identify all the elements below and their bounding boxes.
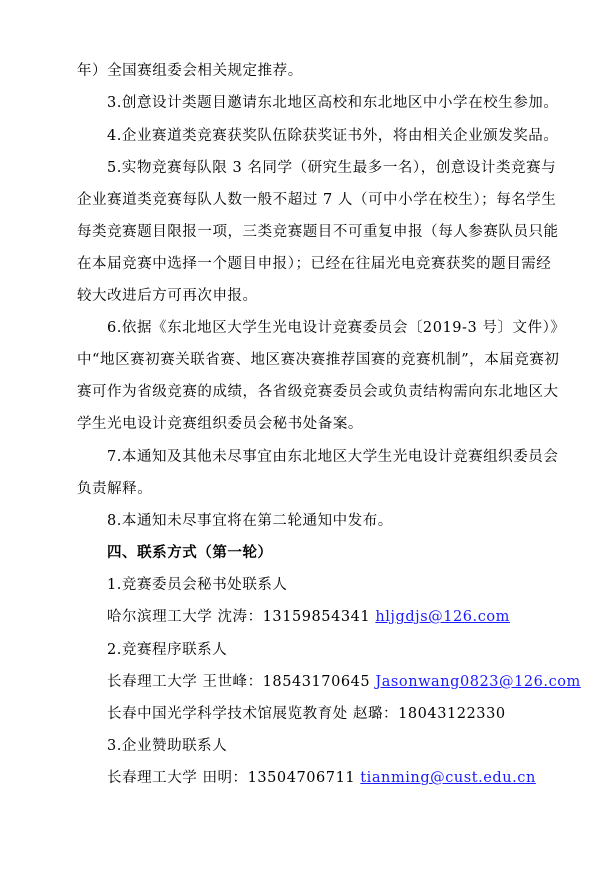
contact-item-title: 1.竞赛委员会秘书处联系人: [107, 577, 288, 593]
paragraph-line: 学生光电设计竞赛组织委员会秘书处备案。: [77, 416, 363, 432]
paragraph-line: 负责解释。: [77, 481, 153, 497]
paragraph-line: 8.本通知未尽事宜将在第二轮通知中发布。: [107, 513, 393, 529]
paragraph-line: 每类竞赛题目限报一项，三类竞赛题目不可重复申报（每人参赛队员只能: [77, 224, 559, 240]
contact-line: [107, 768, 557, 788]
paragraph-line: 中“地区赛初赛关联省赛、地区赛决赛推荐国赛的竞赛机制”，本届竞赛初: [77, 352, 560, 368]
paragraph-line: 较大改进后方可再次申报。: [77, 288, 258, 304]
contact-person: 长春理工大学 王世峰：18543170645: [107, 674, 376, 690]
section-heading: 四、联系方式（第一轮）: [107, 544, 273, 561]
contact-item-title: 2.竞赛程序联系人: [107, 642, 228, 658]
email-link[interactable]: Jasonwang0823@126.com: [375, 674, 581, 690]
paragraph-line: 企业赛道类竞赛每队人数一般不超过 7 人（可中小学在校生）；每名学生: [77, 192, 557, 208]
paragraph-line: 在本届竞赛中选择一个题目申报）；已经在往届光电竞赛获奖的题目需经: [77, 256, 552, 272]
contact-person: 哈尔滨理工大学 沈涛：13159854341: [107, 609, 376, 625]
contact-line: [107, 672, 581, 692]
paragraph-line: 6.依据《东北地区大学生光电设计竞赛委员会〔2019-3 号〕文件）》: [107, 320, 566, 336]
paragraph-line: 3.创意设计类题目邀请东北地区高校和东北地区中小学在校生参加。: [107, 95, 559, 111]
contact-person: 长春理工大学 田明：13504706711: [107, 770, 361, 786]
contact-item-title: 3.企业赞助联系人: [107, 738, 228, 754]
paragraph-line: 7.本通知及其他未尽事宜由东北地区大学生光电设计竞赛组织委员会: [107, 449, 559, 465]
email-link[interactable]: hljgdjs@126.com: [375, 609, 510, 625]
paragraph-line: 4.企业赛道类竞赛获奖队伍除获奖证书外，将由相关企业颁发奖品。: [107, 128, 559, 144]
contact-person: 长春中国光学科学技术馆展览教育处 赵璐：18043122330: [107, 706, 506, 722]
paragraph-line: 5.实物竞赛每队限 3 名同学（研究生最多一名），创意设计类竞赛与: [107, 160, 557, 176]
paragraph-line: 年）全国赛组委会相关规定推荐。: [77, 63, 303, 79]
contact-line: [107, 607, 557, 627]
email-link[interactable]: tianming@cust.edu.cn: [360, 770, 536, 786]
paragraph-line: 赛可作为省级竞赛的成绩，各省级竞赛委员会或负责结构需向东北地区大: [77, 384, 559, 400]
